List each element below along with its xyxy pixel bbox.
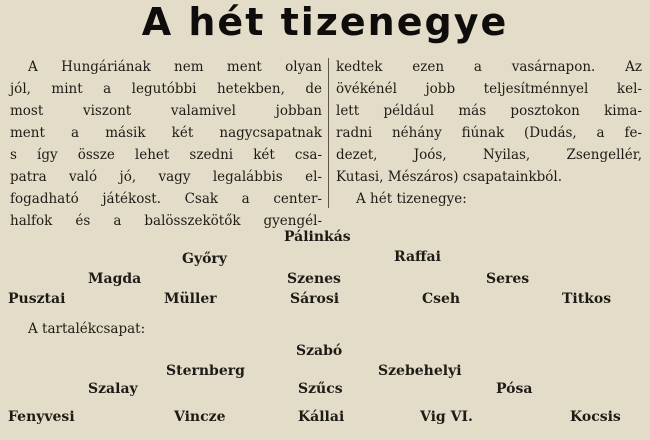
reserve-back-left: Sternberg xyxy=(166,363,245,379)
right-column xyxy=(336,56,642,188)
paragraph-line: fogadható játékost. Csak a center- xyxy=(10,191,322,207)
player-forward-2: Müller xyxy=(164,291,217,307)
reserve-forward-5: Kocsis xyxy=(570,409,621,425)
paragraph-line: halfok és a balösszekötők gyengél- xyxy=(10,213,322,229)
player-half-right: Seres xyxy=(486,271,530,287)
player-back-left: Győry xyxy=(182,251,227,267)
reserve-half-right: Pósa xyxy=(496,381,533,397)
paragraph-line: Kutasi, Mészáros) csapatainkból. xyxy=(336,169,563,185)
paragraph-line: övékénél jobb teljesítménnyel kel- xyxy=(336,81,642,97)
player-goalkeeper: Pálinkás xyxy=(284,229,351,245)
page-title: A hét tizenegye xyxy=(141,0,509,44)
player-forward-5: Titkos xyxy=(562,291,612,307)
player-back-right: Raffai xyxy=(394,249,441,265)
column-divider xyxy=(328,58,329,208)
reserve-half-center: Szűcs xyxy=(298,381,343,397)
reserve-goalkeeper: Szabó xyxy=(296,343,343,359)
paragraph-line: radni néhány fiúnak (Dudás, a fe- xyxy=(336,125,642,141)
reserve-team-heading: A tartalékcsapat: xyxy=(28,321,146,337)
paragraph-line: lett például más posztokon kima- xyxy=(336,103,642,119)
reserve-forward-4: Vig VI. xyxy=(420,409,473,425)
paragraph-line: most viszont valamivel jobban xyxy=(10,103,322,119)
first-team-heading: A hét tizenegye: xyxy=(356,191,467,207)
player-half-left: Magda xyxy=(88,271,142,287)
reserve-forward-3: Kállai xyxy=(298,409,345,425)
player-forward-3: Sárosi xyxy=(290,291,340,307)
reserve-forward-2: Vincze xyxy=(174,409,226,425)
paragraph-line: jól, mint a legutóbbi hetekben, de xyxy=(10,81,322,97)
player-forward-4: Cseh xyxy=(422,291,461,307)
paragraph-line: ment a másik két nagycsapatnak xyxy=(10,125,322,141)
paragraph-line: dezet, Joós, Nyilas, Zsengellér, xyxy=(336,147,642,163)
player-forward-1: Pusztai xyxy=(8,291,66,307)
reserve-half-left: Szalay xyxy=(88,381,138,397)
reserve-forward-1: Fenyvesi xyxy=(8,409,75,425)
reserve-back-right: Szebehelyi xyxy=(378,363,462,379)
paragraph-line: s így össze lehet szedni két csa- xyxy=(10,147,322,163)
player-half-center: Szenes xyxy=(287,271,341,287)
paragraph-line: kedtek ezen a vasárnapon. Az xyxy=(336,59,642,75)
paragraph-line: patra való jó, vagy legalábbis el- xyxy=(10,169,322,185)
paragraph-line: A Hungáriának nem ment olyan xyxy=(28,59,322,75)
left-column xyxy=(10,56,322,232)
